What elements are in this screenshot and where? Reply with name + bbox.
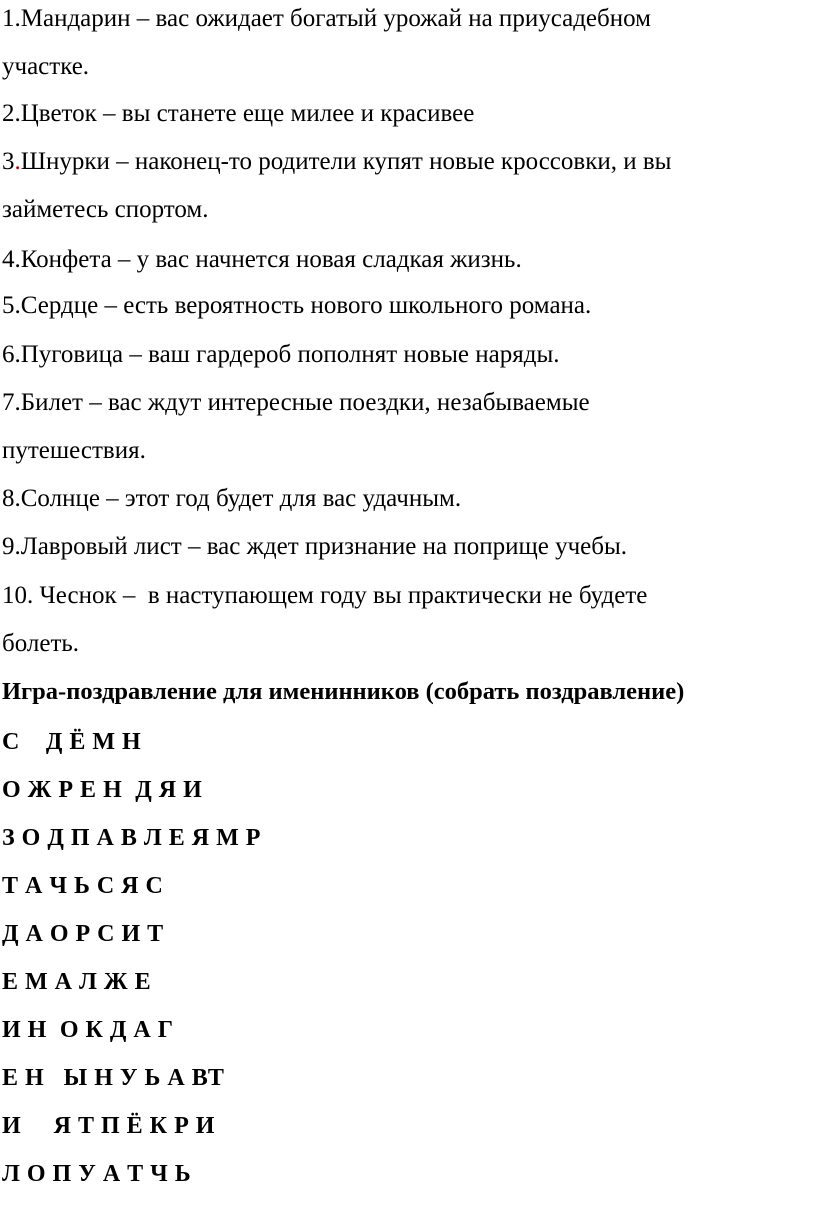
letter-row: З О Д П А В Л Е Я М Р (2, 825, 261, 851)
prediction-number: 1. (2, 5, 21, 32)
prediction-text: Пуговица – ваш гардероб пополнят новые наряды. (20, 341, 560, 368)
prediction-5-line-1 (2, 291, 591, 321)
letter-row: И Н О К Д А Г (2, 1017, 174, 1043)
prediction-text: Цветок – вы станете еще милее и красивее (20, 100, 475, 127)
prediction-text: Лавровый лист – вас ждет признание на поприще учебы. (20, 533, 627, 560)
prediction-10-line-2: болеть. (2, 630, 80, 657)
prediction-10-line-1 (2, 581, 647, 611)
prediction-9-line-1 (2, 532, 627, 562)
prediction-number: 9. (2, 533, 21, 560)
prediction-8-line-1 (2, 484, 461, 514)
game-heading: Игра-поздравление для именинников (собрать поздравление) (2, 678, 685, 705)
prediction-4-line-1 (2, 245, 522, 275)
prediction-7-line-2: путешествия. (2, 437, 146, 464)
prediction-6-line-1 (2, 340, 560, 370)
prediction-text: Шнурки – наконец-то родители купят новые кроссовки, и вы (20, 148, 672, 175)
prediction-3-line-1 (2, 147, 671, 177)
prediction-number: 5. (2, 292, 21, 319)
letter-row: Т А Ч Ь С Я С (2, 873, 164, 899)
prediction-text: Мандарин – вас ожидает богатый урожай на приусадебном (20, 5, 651, 32)
letter-row: Е Н Ы Н У Ь А ВТ (2, 1065, 225, 1091)
prediction-7-line-1 (2, 388, 590, 418)
prediction-text: Билет – вас ждут интересные поездки, незабываемые (20, 389, 590, 416)
prediction-number: 7. (2, 389, 21, 416)
letter-row: О Ж Р Е Н Д Я И (2, 777, 203, 803)
prediction-number: 2. (2, 100, 21, 127)
prediction-number: 6. (2, 341, 21, 368)
prediction-number: 3 (2, 148, 15, 175)
letter-row: И Я Т П Ё К Р И (2, 1113, 215, 1139)
prediction-number: 10. (2, 582, 40, 609)
prediction-text: Чеснок – в наступающем году вы практически не будете (39, 582, 648, 609)
prediction-3-line-2: займетесь спортом. (2, 196, 209, 223)
letter-row: Д А О Р С И Т (2, 921, 164, 947)
letter-row: Л О П У А Т Ч Ь (2, 1161, 192, 1187)
prediction-number-dot: . (14, 148, 21, 175)
prediction-1-line-1 (2, 4, 651, 34)
letter-row: Е М А Л Ж Е (2, 969, 152, 995)
letter-row: С Д Ё М Н (2, 729, 142, 755)
prediction-text: Солнце – этот год будет для вас удачным. (20, 485, 462, 512)
prediction-2-line-1 (2, 99, 474, 129)
prediction-1-line-2: участке. (2, 53, 90, 80)
prediction-text: Сердце – есть вероятность нового школьного романа. (20, 292, 592, 319)
prediction-number: 8. (2, 485, 21, 512)
prediction-number: 4. (2, 246, 21, 273)
prediction-text: Конфета – у вас начнется новая сладкая жизнь. (20, 246, 522, 273)
